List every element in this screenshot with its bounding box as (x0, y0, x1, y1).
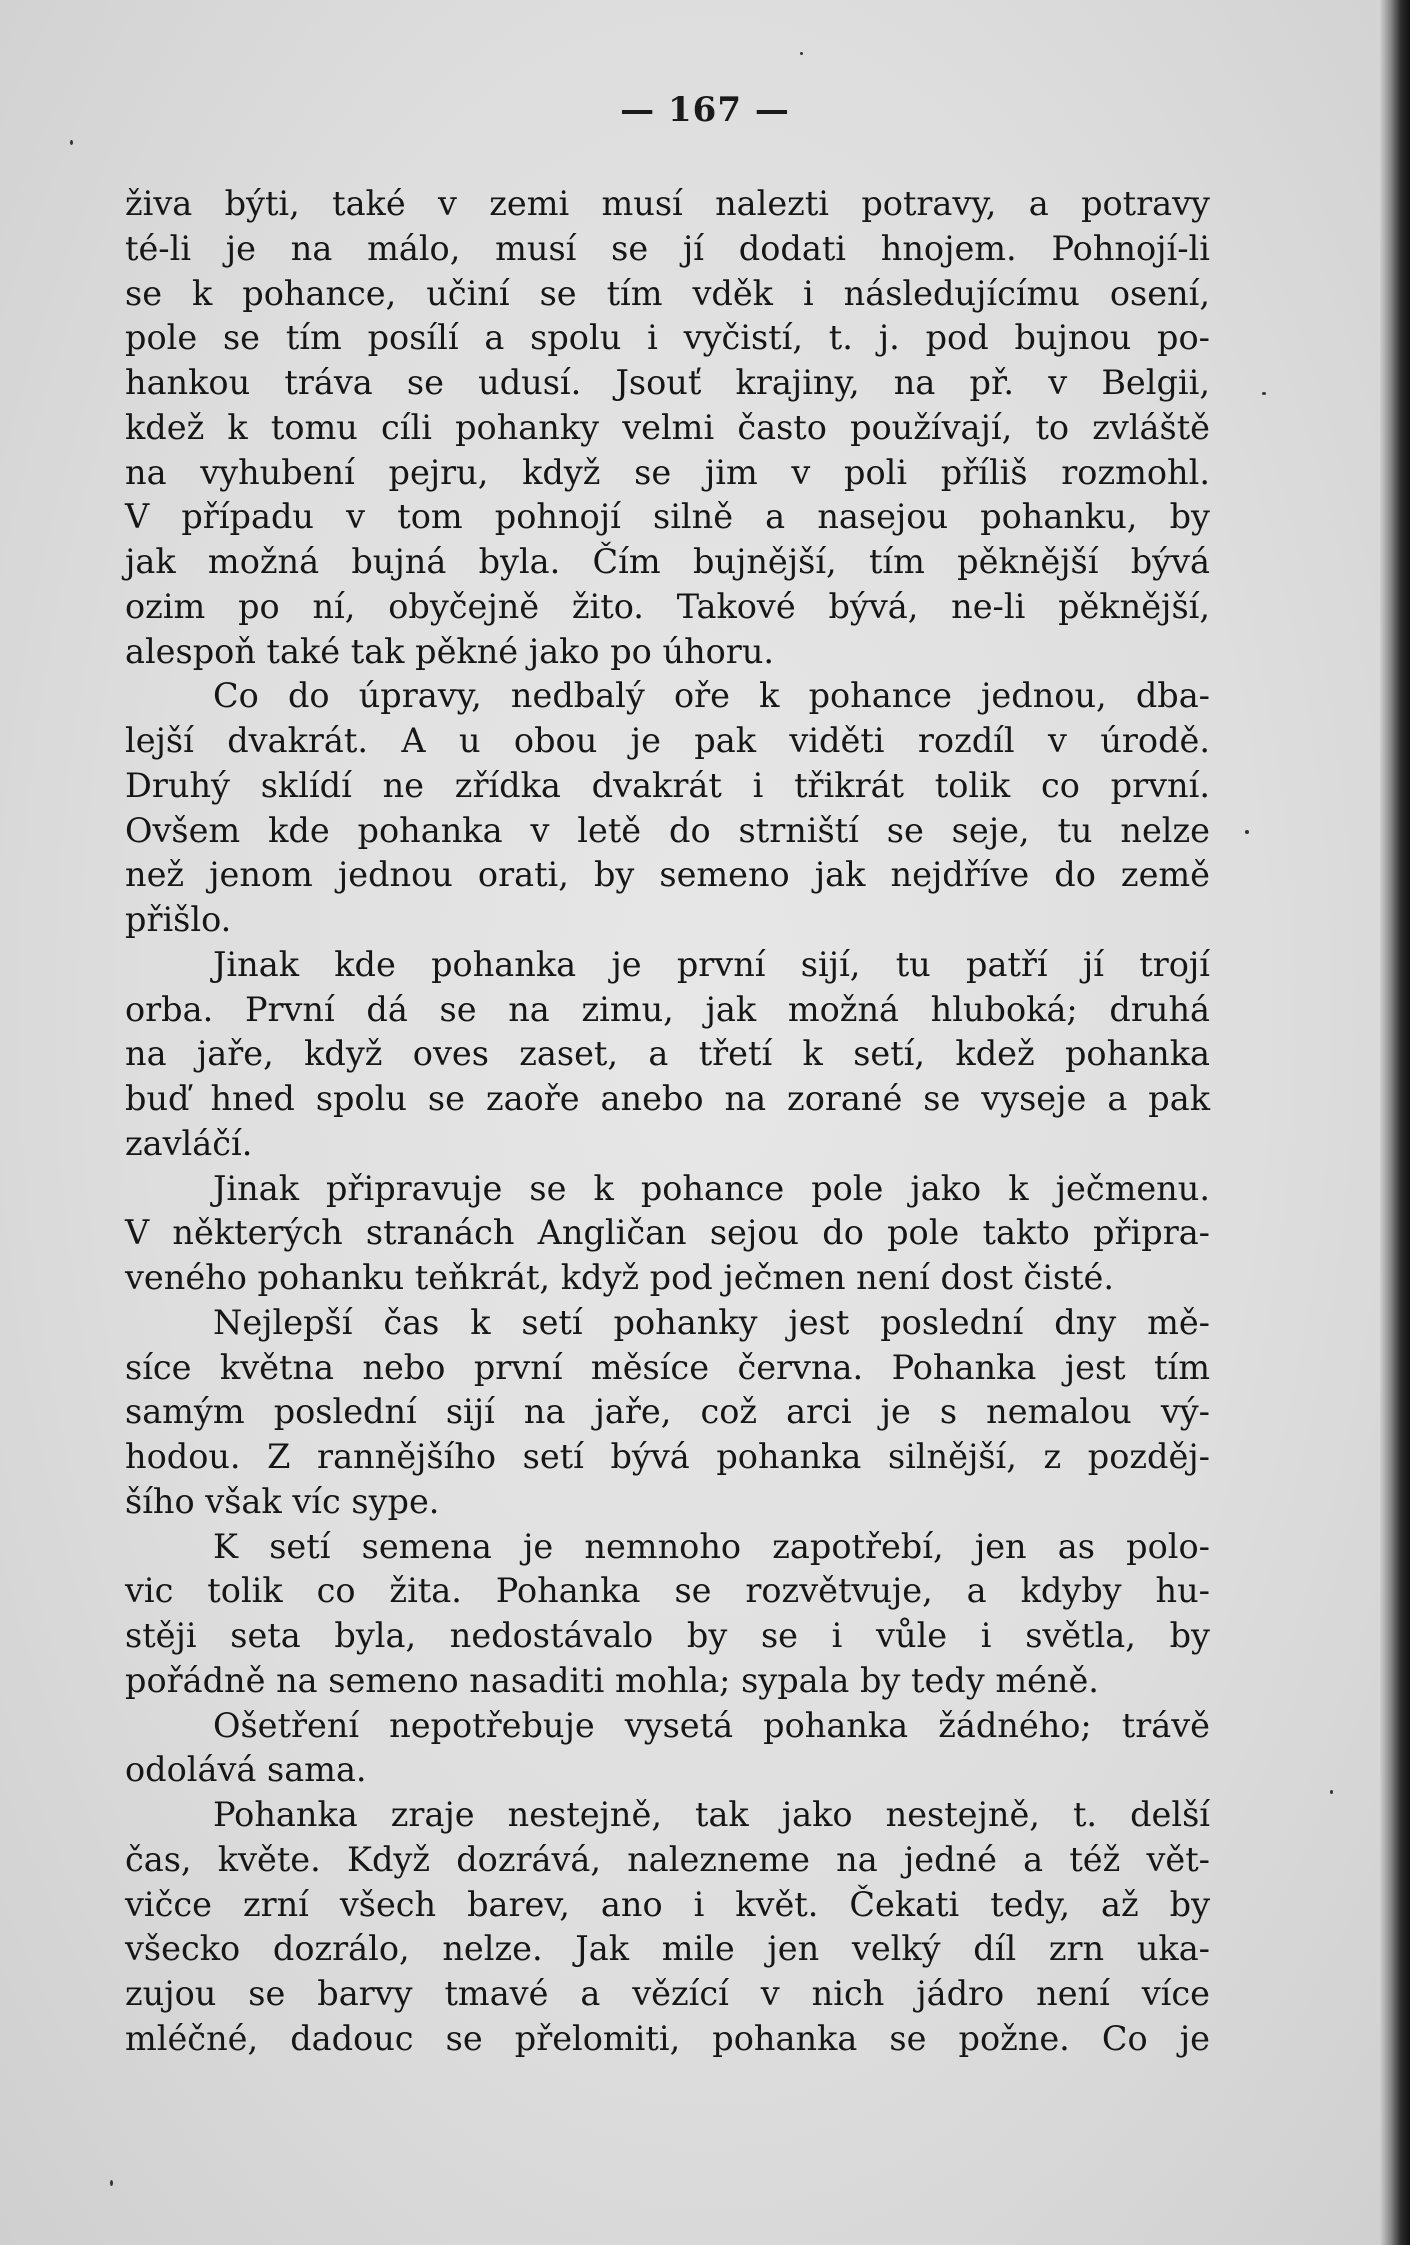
text-line: kdež k tomu cíli pohanky velmi často používají, to zvláště (125, 407, 1210, 447)
paper-speck (1262, 392, 1266, 395)
text-line: Pohanka zraje nestejně, tak jako nestejně, t. delší (213, 1795, 1210, 1834)
body-text (125, 182, 1210, 2062)
text-line: V některých stranách Angličan sejou do pole takto připra- (125, 1213, 1210, 1253)
text-line: Nejlepší čas k setí pohanky jest poslední dny mě- (213, 1302, 1210, 1342)
text-line: Jinak kde pohanka je první sijí, tu patří jí trojí (213, 944, 1210, 984)
text-line: šího však víc sype. (125, 1481, 440, 1521)
text-line: stěji seta byla, nedostávalo by se i vůle i světla, by (125, 1616, 1210, 1655)
paper-speck (800, 52, 803, 55)
text-line: vičce zrní všech barev, ano i květ. Čekati tedy, až by (125, 1884, 1210, 1924)
text-line: mléčné, dadouc se přelomiti, pohanka se požne. Co je (125, 2018, 1210, 2058)
paper-speck (1245, 830, 1249, 834)
paper-speck (110, 2180, 113, 2186)
paper-speck (1330, 1790, 1333, 1794)
text-line: Ošetření nepotřebuje vysetá pohanka žádného; trávě (213, 1705, 1210, 1745)
paper-speck (70, 140, 73, 145)
text-line: orba. První dá se na zimu, jak možná hluboká; druhá (125, 989, 1210, 1029)
text-line: hodou. Z rannějšího setí bývá pohanka silnější, z pozděj- (125, 1437, 1210, 1476)
text-line: alespoň také tak pěkné jako po úhoru. (125, 631, 775, 671)
text-line: Co do úpravy, nedbalý oře k pohance jednou, dba- (213, 676, 1210, 716)
text-line: buď hned spolu se zaoře anebo na zorané se vyseje a pak (125, 1079, 1210, 1118)
text-line: ozim po ní, obyčejně žito. Takové bývá, ne-li pěknější, (125, 586, 1210, 626)
text-line: samým poslední sijí na jaře, což arci je s nemalou vý- (125, 1392, 1210, 1432)
text-line: živa býti, také v zemi musí nalezti potravy, a potravy (125, 184, 1210, 223)
text-line: Druhý sklídí ne zřídka dvakrát i třikrát tolik co první. (125, 765, 1210, 805)
text-line: zavláčí. (125, 1123, 253, 1163)
text-line: pole se tím posílí a spolu i vyčistí, t. j. pod bujnou po- (125, 318, 1210, 358)
text-line: síce května nebo první měsíce června. Pohanka jest tím (125, 1347, 1210, 1387)
text-line: hankou tráva se udusí. Jsouť krajiny, na př. v Belgii, (125, 363, 1210, 402)
text-line: Ovšem kde pohanka v letě do strniští se seje, tu nelze (125, 810, 1210, 850)
text-line: veného pohanku teňkrát, když pod ječmen není dost čisté. (125, 1258, 1115, 1297)
text-line: vic tolik co žita. Pohanka se rozvětvuje, a kdyby hu- (125, 1571, 1210, 1611)
page-number: — 167 — (620, 90, 790, 130)
text-line: na jaře, když oves zaset, a třetí k setí, kdež pohanka (125, 1034, 1210, 1074)
text-line: té-li je na málo, musí se jí dodati hnojem. Pohnojí-li (125, 228, 1210, 268)
text-line: se k pohance, učiní se tím vděk i následujícímu osení, (125, 273, 1210, 313)
text-line: zujou se barvy tmavé a vězící v nich jádro není více (125, 1974, 1210, 2013)
text-line: jak možná bujná byla. Čím bujnější, tím pěknější bývá (125, 542, 1210, 581)
book-spine-shadow (1380, 0, 1410, 2245)
text-line: na vyhubení pejru, když se jim v poli příliš rozmohl. (125, 452, 1210, 492)
text-line: K setí semena je nemnoho zapotřebí, jen as polo- (213, 1526, 1210, 1566)
text-line: čas, květe. Když dozrává, nalezneme na jedné a též vět- (125, 1839, 1210, 1879)
text-line: než jenom jednou orati, by semeno jak nejdříve do země (125, 855, 1210, 895)
text-line: pořádně na semeno nasaditi mohla; sypala by tedy méně. (125, 1660, 1099, 1700)
text-line: odolává sama. (125, 1750, 367, 1790)
text-line: lejší dvakrát. A u obou je pak viděti rozdíl v úrodě. (125, 721, 1210, 760)
text-line: všecko dozrálo, nelze. Jak mile jen velký díl zrn uka- (125, 1929, 1210, 1969)
text-line: přišlo. (125, 900, 232, 939)
text-line: V případu v tom pohnojí silně a nasejou pohanku, by (125, 497, 1210, 537)
text-line: Jinak připravuje se k pohance pole jako k ječmenu. (213, 1168, 1210, 1208)
